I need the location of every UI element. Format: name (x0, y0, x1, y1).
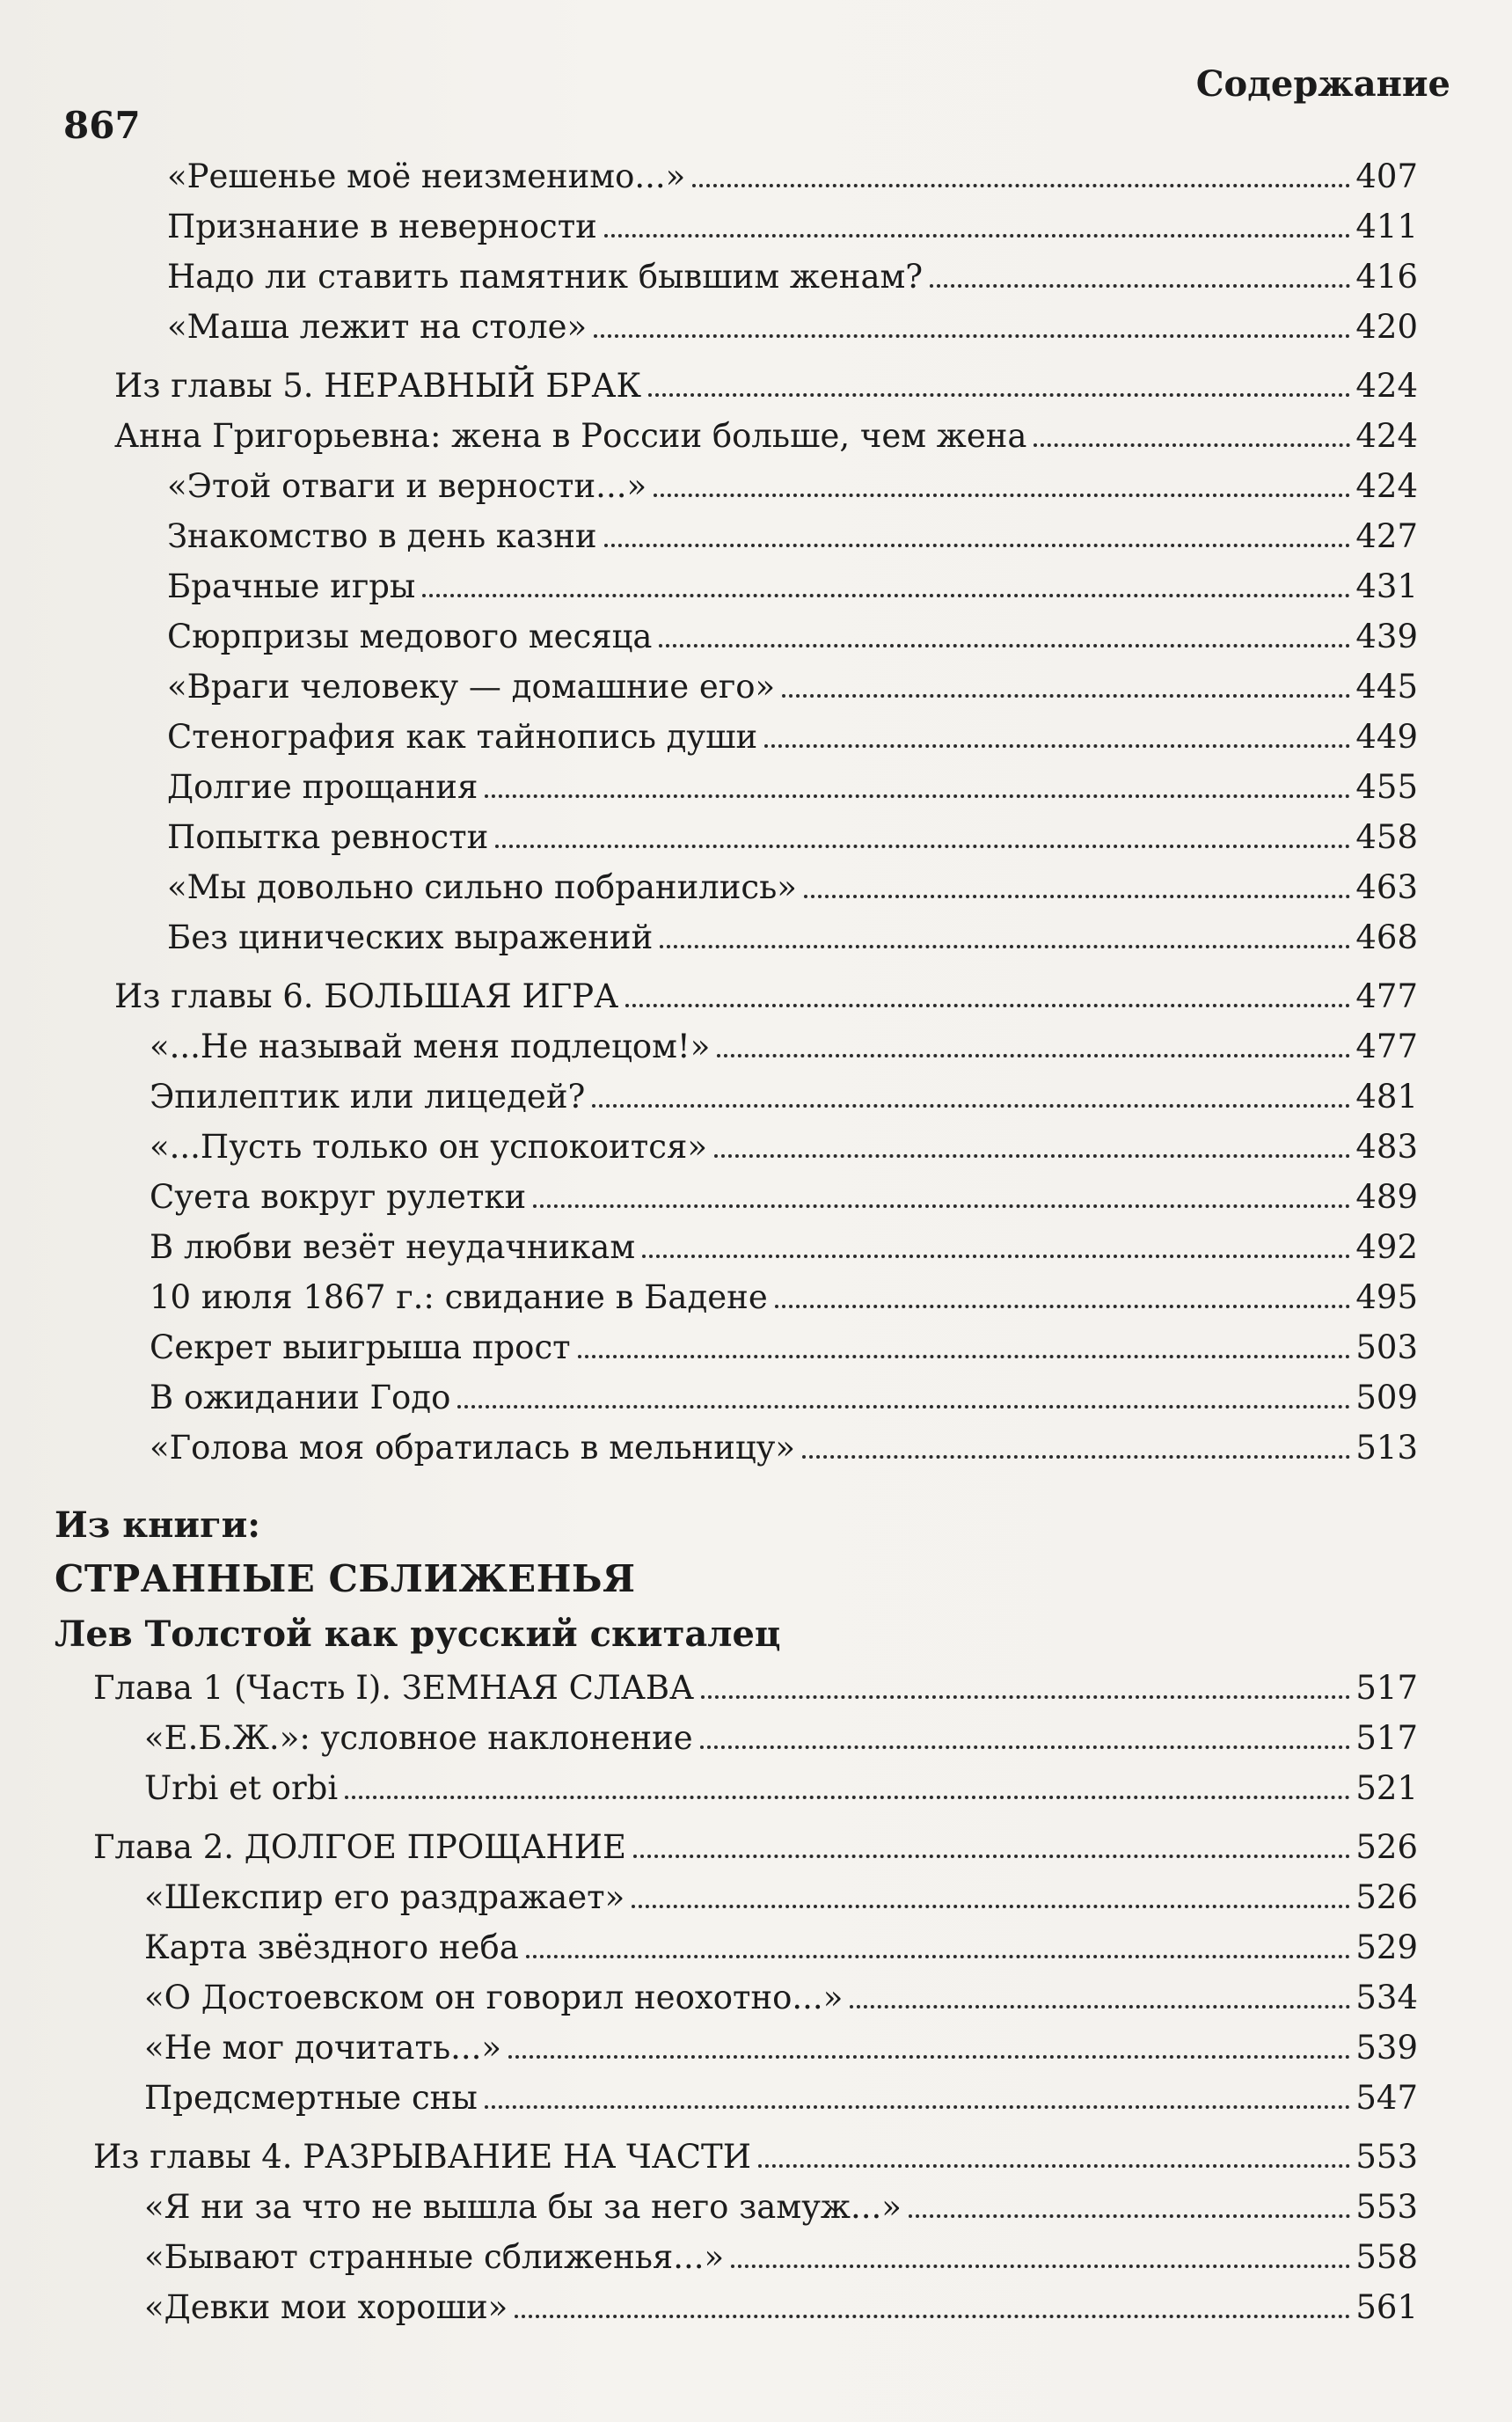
toc-entry (53, 712, 1418, 762)
toc-entry-title: «Решенье моё неизменимо...» (167, 157, 686, 195)
page-number: 867 (63, 104, 141, 147)
toc-entry (53, 511, 1418, 561)
toc-entry (53, 812, 1418, 862)
toc-entry-title: «Маша лежит на столе» (167, 308, 588, 346)
dot-leader (457, 1405, 1350, 1409)
toc-entry-page: 458 (1355, 818, 1418, 856)
running-header: Содержание (1195, 63, 1450, 105)
dot-leader (642, 1255, 1350, 1258)
toc-entry-page: 449 (1355, 718, 1418, 756)
dot-leader (592, 1104, 1350, 1108)
toc-entry (53, 1122, 1418, 1172)
toc-entry-title: Секрет выигрыша прост (150, 1328, 571, 1366)
toc-entry-page: 468 (1355, 918, 1418, 956)
book-label: Из книги: (55, 1504, 261, 1546)
toc-entry-page: 407 (1355, 157, 1418, 195)
toc-entry-title: Суета вокруг рулетки (150, 1178, 527, 1216)
toc-entry (53, 411, 1418, 461)
toc-entry (53, 1972, 1418, 2023)
toc-entry (53, 912, 1418, 962)
toc-entry-title: Urbi et orbi (144, 1769, 339, 1807)
toc-entry-title: Сюрпризы медового месяца (167, 618, 653, 655)
toc-entry-title: Из главы 6. БОЛЬШАЯ ИГРА (114, 977, 619, 1015)
toc-entry (53, 1663, 1418, 1713)
toc-entry (53, 302, 1418, 352)
dot-leader (714, 1154, 1350, 1158)
dot-leader (659, 644, 1350, 648)
toc-entry-title: Брачные игры (167, 567, 416, 605)
toc-entry-page: 539 (1355, 2029, 1418, 2067)
toc-entry-page: 526 (1355, 1878, 1418, 1916)
toc-entry-title: Предсмертные сны (144, 2079, 478, 2117)
dot-leader (654, 494, 1350, 497)
toc-entry-title: «О Достоевском он говорил неохотно...» (144, 1979, 844, 2016)
dot-leader (731, 2265, 1350, 2268)
toc-entry-title: Стенография как тайнопись души (167, 718, 758, 756)
toc-entry (53, 2073, 1418, 2123)
toc-entry-title: Надо ли ставить памятник бывшим женам? (167, 258, 924, 296)
toc-entry-page: 517 (1355, 1669, 1418, 1707)
toc-entry (53, 1322, 1418, 1372)
book-title: СТРАННЫЕ СБЛИЖЕНЬЯ (55, 1557, 636, 1600)
toc-entry-page: 463 (1355, 868, 1418, 906)
toc-entry-title: Попытка ревности (167, 818, 489, 856)
toc-entry-page: 534 (1355, 1979, 1418, 2016)
toc-entry (53, 1272, 1418, 1322)
dot-leader (775, 1305, 1351, 1308)
toc-entry-page: 561 (1355, 2288, 1418, 2326)
dot-leader (533, 1204, 1350, 1208)
toc-entry-page: 509 (1355, 1379, 1418, 1416)
toc-entry-title: Эпилептик или лицедей? (150, 1078, 586, 1116)
toc-entry-page: 477 (1355, 977, 1418, 1015)
dot-leader (758, 2164, 1350, 2168)
toc-entry (53, 1172, 1418, 1222)
toc-entry-page: 427 (1355, 517, 1418, 555)
toc-entry-page: 416 (1355, 258, 1418, 296)
dot-leader (508, 2055, 1350, 2059)
toc-entry (53, 1922, 1418, 1972)
toc-entry (53, 2232, 1418, 2282)
toc-entry-title: «Девки мои хороши» (144, 2288, 508, 2326)
toc-entry-title: Долгие прощания (167, 768, 478, 806)
dot-leader (594, 334, 1350, 338)
toc-entry-page: 445 (1355, 668, 1418, 706)
toc-entry (53, 2282, 1418, 2332)
dot-leader (701, 1695, 1350, 1699)
dot-leader (804, 895, 1350, 898)
toc-entry-page: 431 (1355, 567, 1418, 605)
toc-entry-title: «Этой отваги и верности...» (167, 467, 647, 505)
toc-entry-page: 558 (1355, 2238, 1418, 2276)
dot-leader (692, 184, 1350, 187)
toc-entry-title: Карта звёздного неба (144, 1928, 519, 1966)
dot-leader (700, 1745, 1351, 1749)
toc-entry-title: «Враги человеку — домашние его» (167, 668, 776, 706)
toc-entry-page: 481 (1355, 1078, 1418, 1116)
dot-leader (782, 694, 1350, 698)
toc-entry-title: «Я ни за что не вышла бы за него замуж...» (144, 2188, 902, 2226)
dot-leader (495, 845, 1350, 848)
toc-entry-page: 411 (1355, 208, 1418, 245)
dot-leader (850, 2005, 1350, 2009)
toc-entry-page: 420 (1355, 308, 1418, 346)
toc-entry (53, 2023, 1418, 2073)
toc-entry (53, 971, 1418, 1021)
toc-entry (53, 252, 1418, 302)
toc-entry-title: В любви везёт неудачникам (150, 1228, 636, 1266)
toc-entry-page: 483 (1355, 1128, 1418, 1166)
toc-entry-title: 10 июля 1867 г.: свидание в Бадене (150, 1278, 768, 1316)
dot-leader (660, 945, 1350, 948)
toc-entry-page: 477 (1355, 1028, 1418, 1065)
toc-entry-title: В ожидании Годо (150, 1379, 451, 1416)
toc-entry-title: Глава 1 (Часть I). ЗЕМНАЯ СЛАВА (93, 1669, 695, 1707)
dot-leader (485, 2105, 1351, 2109)
toc-entry-title: «Мы довольно сильно побранились» (167, 868, 797, 906)
toc-entry-title: «Шекспир его раздражает» (144, 1878, 625, 1916)
dot-leader (345, 1796, 1350, 1799)
dot-leader (632, 1905, 1350, 1908)
dot-leader (515, 2315, 1350, 2318)
toc-entry-page: 439 (1355, 618, 1418, 655)
toc-entry-page: 424 (1355, 467, 1418, 505)
dot-leader (604, 234, 1351, 238)
dot-leader (909, 2214, 1351, 2218)
book-subtitle: Лев Толстой как русский скиталец (55, 1613, 781, 1655)
toc-entry-page: 424 (1355, 417, 1418, 455)
toc-entry (53, 1713, 1418, 1763)
toc-entry-title: Из главы 5. НЕРАВНЫЙ БРАК (114, 367, 642, 405)
toc-entry-page: 553 (1355, 2188, 1418, 2226)
toc-entry-title: «Бывают странные сближенья...» (144, 2238, 725, 2276)
toc-entry (53, 201, 1418, 252)
toc-entry-title: Из главы 4. РАЗРЫВАНИЕ НА ЧАСТИ (93, 2138, 751, 2176)
toc-entry-page: 489 (1355, 1178, 1418, 1216)
toc-entry (53, 2132, 1418, 2182)
toc-entry (53, 862, 1418, 912)
table-of-contents (53, 151, 1418, 2332)
toc-entry-title: Без цинических выражений (167, 918, 654, 956)
dot-leader (717, 1054, 1350, 1057)
dot-leader (802, 1455, 1350, 1459)
dot-leader (633, 1855, 1350, 1858)
toc-section-part1 (53, 151, 1418, 1473)
toc-entry-page: 455 (1355, 768, 1418, 806)
toc-entry-page: 529 (1355, 1928, 1418, 1966)
toc-section-part2 (53, 1663, 1418, 2332)
toc-entry (53, 561, 1418, 611)
toc-entry-page: 492 (1355, 1228, 1418, 1266)
toc-entry (53, 1763, 1418, 1813)
dot-leader (648, 393, 1350, 397)
dot-leader (422, 594, 1350, 597)
book-heading-block (53, 1499, 1418, 1663)
toc-entry-page: 553 (1355, 2138, 1418, 2176)
toc-entry-title: Анна Григорьевна: жена в России больше, чем жена (114, 417, 1027, 455)
toc-entry (53, 762, 1418, 812)
toc-entry-title: Глава 2. ДОЛГОЕ ПРОЩАНИЕ (93, 1828, 626, 1866)
toc-entry (53, 662, 1418, 712)
dot-leader (625, 1004, 1350, 1007)
toc-entry-title: «Голова моя обратилась в мельницу» (150, 1429, 796, 1467)
toc-entry-title: Знакомство в день казни (167, 517, 597, 555)
dot-leader (578, 1355, 1351, 1358)
dot-leader (930, 284, 1350, 288)
toc-entry-page: 513 (1355, 1429, 1418, 1467)
toc-entry (53, 1423, 1418, 1473)
toc-entry (53, 2182, 1418, 2232)
dot-leader (1034, 443, 1350, 447)
toc-entry (53, 1021, 1418, 1072)
toc-entry-page: 424 (1355, 367, 1418, 405)
toc-entry-page: 547 (1355, 2079, 1418, 2117)
toc-entry-page: 503 (1355, 1328, 1418, 1366)
dot-leader (485, 794, 1350, 798)
toc-entry (53, 1872, 1418, 1922)
toc-entry-title: Признание в неверности (167, 208, 597, 245)
toc-entry-title: «Не мог дочитать...» (144, 2029, 502, 2067)
toc-entry (53, 1822, 1418, 1872)
toc-entry (53, 361, 1418, 411)
toc-entry (53, 1072, 1418, 1122)
toc-entry-title: «...Пусть только он успокоится» (150, 1128, 707, 1166)
toc-entry-title: «Е.Б.Ж.»: условное наклонение (144, 1719, 693, 1757)
toc-entry-title: «...Не называй меня подлецом!» (150, 1028, 711, 1065)
toc-entry-page: 526 (1355, 1828, 1418, 1866)
toc-entry (53, 1222, 1418, 1272)
toc-entry (53, 461, 1418, 511)
toc-entry-page: 517 (1355, 1719, 1418, 1757)
toc-entry (53, 1372, 1418, 1423)
toc-entry (53, 611, 1418, 662)
dot-leader (604, 544, 1351, 547)
toc-entry (53, 151, 1418, 201)
toc-entry-page: 521 (1355, 1769, 1418, 1807)
dot-leader (526, 1955, 1351, 1958)
toc-entry-page: 495 (1355, 1278, 1418, 1316)
dot-leader (764, 744, 1350, 748)
